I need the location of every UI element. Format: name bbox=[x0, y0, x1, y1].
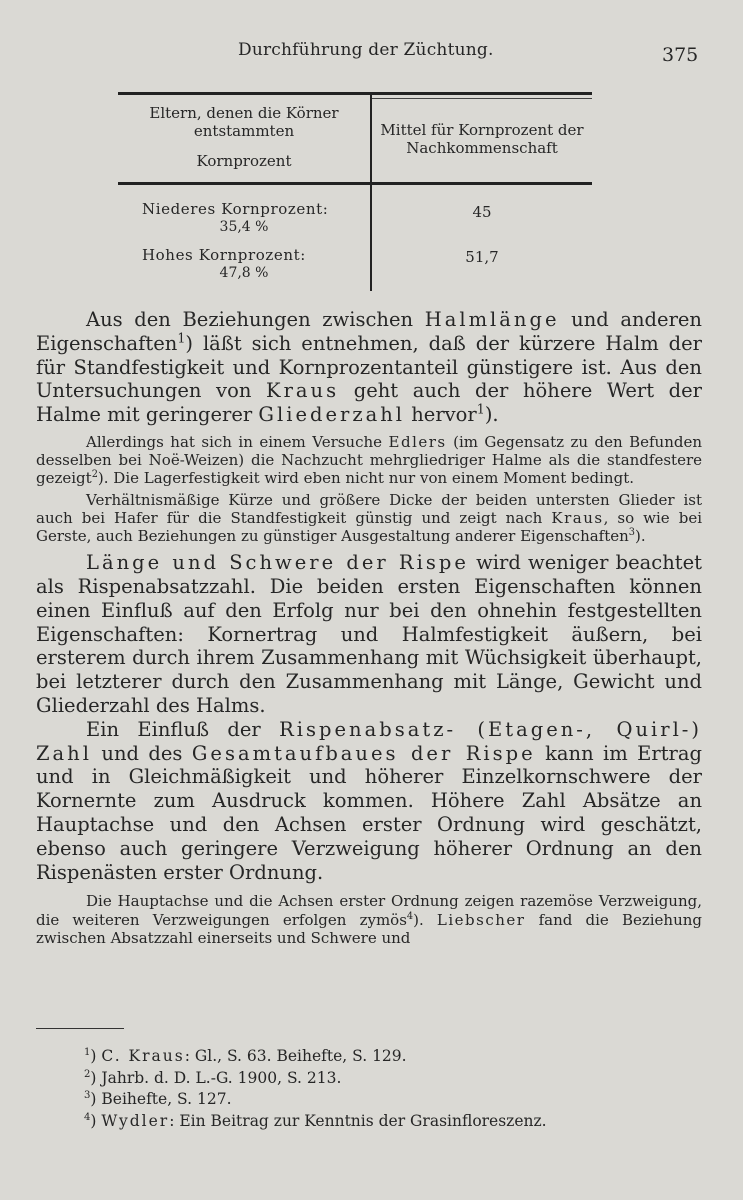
text-run: ). bbox=[635, 527, 646, 545]
text-run: hervor bbox=[405, 403, 477, 427]
footnote-mark: 3 bbox=[84, 1089, 91, 1101]
page-header bbox=[0, 40, 743, 68]
emphasis: Gesamtaufbaues der Rispe bbox=[191, 741, 536, 765]
emphasis: Edlers bbox=[388, 432, 447, 451]
emphasis: C. Kraus bbox=[101, 1047, 185, 1065]
footnote-mark: 4 bbox=[84, 1111, 91, 1123]
text-run: Verhältnismäßige Kürze und größere Dicke der beiden untersten Glieder ist auch bei Hafer für die Standfestigkeit günstig und zeigt nach bbox=[36, 490, 702, 527]
paragraph-rispenabsatz bbox=[36, 718, 702, 885]
text-run: geht auch der höhere Wert der Halme mit geringerer bbox=[36, 379, 702, 427]
text-run: ) läßt sich entnehmen, daß der kürzere Halm der für Standfestigkeit und Kornprozentanteil günstigere ist. Aus den Untersuchungen von bbox=[36, 331, 702, 403]
table-header-rule bbox=[118, 182, 592, 185]
table-row-1-label: Niederes Kornprozent: bbox=[142, 200, 329, 218]
table-row-2-value: 47,8 % bbox=[219, 265, 269, 281]
text-run: Die Hauptachse und die Achsen erster Ordnung zeigen razemöse Verzweigung, die weiteren Verzweigungen erfolgen zymös bbox=[36, 892, 702, 929]
text-run: Allerdings hat sich in einem Versuche bbox=[86, 432, 389, 451]
note-hauptachse bbox=[36, 892, 702, 947]
footnote-ref: 1 bbox=[177, 330, 186, 346]
data-table bbox=[118, 92, 592, 292]
footnote-ref: 2 bbox=[91, 469, 98, 481]
table-top-rule bbox=[118, 92, 592, 95]
footnote-ref: 1 bbox=[476, 401, 485, 417]
page-number: 375 bbox=[662, 44, 699, 66]
emphasis: Länge und Schwere der Rispe bbox=[86, 551, 469, 575]
paragraph-halmlaenge bbox=[36, 308, 702, 427]
emphasis: Halmlänge bbox=[424, 308, 560, 331]
emphasis: Kraus bbox=[551, 508, 604, 527]
text-run: und des bbox=[91, 741, 192, 765]
text-run: kann im Ertrag und in Gleichmäßigkeit und höherer Einzelkornschwere der Kornernte zum Ausdruck kommen. Höhere Zahl Absätze an Hauptachse und den Achsen erster Ordnung wird geschätzt, ebenso auch geringere Verzweigung höherer Ordnung an den Rispenästen erster Ordnung. bbox=[36, 741, 702, 884]
footnote-text: Beihefte, S. 127. bbox=[101, 1090, 232, 1108]
footnote: $^1$) C. Kraus: Gl., S. 63. Beihefte, S. 129. bbox=[84, 1046, 407, 1065]
footnotes bbox=[84, 1046, 684, 1132]
emphasis: Gliederzahl bbox=[258, 403, 406, 427]
text-run: ). bbox=[484, 403, 499, 427]
table-row-2-label: Hohes Kornprozent: bbox=[142, 246, 306, 264]
footnote-text: : Gl., S. 63. Beihefte, S. 129. bbox=[184, 1047, 407, 1065]
table-row-1-value: 35,4 % bbox=[219, 219, 269, 235]
note-hafer bbox=[36, 491, 702, 546]
footnote-ref: 3 bbox=[628, 527, 636, 538]
text-run: Aus den Beziehungen zwischen bbox=[86, 308, 425, 331]
table-header-col2: Mittel für Kornprozent der Nachkommenschaft bbox=[380, 121, 584, 157]
text-run: Ein Einfluß der bbox=[86, 717, 280, 741]
footnote-text: Jahrb. d. D. L.-G. 1900, S. 213. bbox=[101, 1068, 342, 1087]
table-row-1-result: 45 bbox=[472, 203, 492, 221]
text-run: und anderen Eigenschaften bbox=[36, 308, 702, 355]
footnote: $^2$) Jahrb. d. D. L.-G. 1900, S. 213. bbox=[84, 1068, 342, 1087]
emphasis: Kraus bbox=[266, 379, 340, 403]
table-header-col1: Eltern, denen die Körner entstammten bbox=[149, 104, 339, 140]
table-row-2-result: 51,7 bbox=[465, 248, 499, 266]
footnote-mark: 2 bbox=[84, 1068, 91, 1080]
running-title: Durchführung der Züchtung. bbox=[238, 40, 494, 60]
text-run: ). bbox=[413, 910, 437, 929]
footnote: $^4$) Wydler: Ein Beitrag zur Kenntnis der Grasinfloreszenz. bbox=[84, 1111, 547, 1130]
paragraph-rispe bbox=[36, 551, 702, 718]
text-run: fand die Beziehung zwischen Absatzzahl einerseits und Schwere und bbox=[36, 910, 703, 947]
emphasis: Rispenabsatz- (Etagen-, Quirl-) Zahl bbox=[36, 717, 703, 765]
footnote-rule bbox=[36, 1028, 124, 1029]
table-top-rule-thin bbox=[372, 98, 592, 99]
table-header-col1-sub: Kornprozent bbox=[196, 152, 292, 170]
emphasis: Wydler bbox=[101, 1111, 170, 1130]
footnote-ref: 4 bbox=[406, 910, 414, 922]
text-run: ). Die Lagerfestigkeit wird eben nicht nur von einem Moment bedingt. bbox=[97, 469, 634, 488]
note-edlers bbox=[36, 433, 702, 488]
text-run: , so wie bei Gerste, auch Beziehungen zu günstiger Ausgestaltung anderer Eigenschaften bbox=[36, 508, 703, 545]
text-run: (im Gegensatz zu den Befunden desselben bei Noë-Weizen) die Nachzucht mehrgliedriger Halme als die standfestere gezeigt bbox=[36, 432, 703, 488]
text-run: wird weniger beachtet als Rispenabsatzzahl. Die beiden ersten Eigenschaften können einen Einfluß auf den Erfolg nur bei den ohnehin festgestellten Eigenschaften: Kornertrag und Halmfestigkeit äußern, bei ersterem durch ihrem Zusammenhang mit Wüchsigkeit überhaupt, bei letzterer durch den Zusammenhang mit Länge, Gewicht und Gliederzahl des Halms. bbox=[36, 551, 702, 717]
footnote: $^3$) Beihefte, S. 127. bbox=[84, 1089, 232, 1108]
emphasis: Liebscher bbox=[436, 910, 526, 929]
body-text bbox=[36, 308, 702, 947]
footnote-text: : Ein Beitrag zur Kenntnis der Grasinfloreszenz. bbox=[169, 1111, 547, 1130]
footnote-mark: 1 bbox=[84, 1046, 91, 1058]
